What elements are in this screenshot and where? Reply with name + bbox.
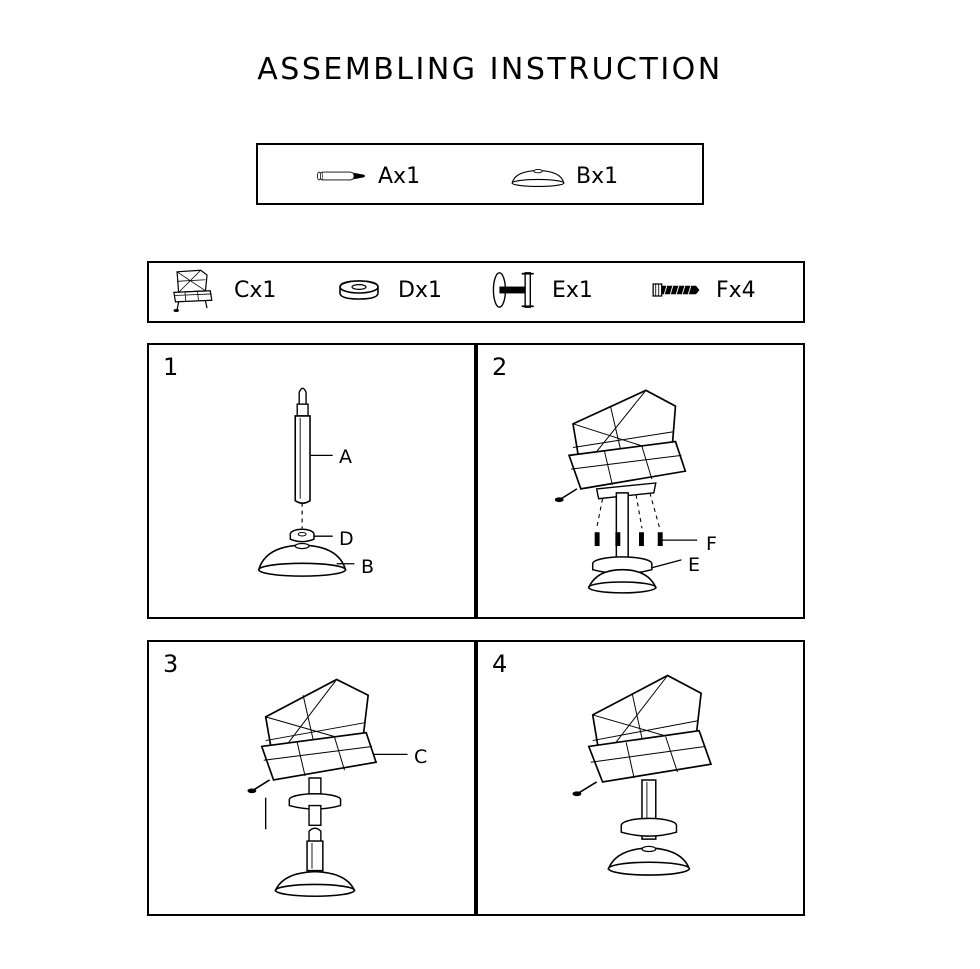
gas-cylinder-icon: [310, 153, 370, 199]
part-d-label: Dx1: [398, 277, 442, 303]
step-2-callout-e: E: [688, 554, 701, 576]
step-1-callout-d: D: [339, 528, 354, 550]
part-e-label: Ex1: [552, 277, 593, 303]
step-2: [476, 343, 805, 619]
screw-icon: [648, 267, 708, 313]
step-4-number: 4: [492, 650, 508, 678]
step-1-diagram: [149, 345, 474, 617]
part-a-label: Ax1: [378, 163, 421, 189]
step-3-diagram: [149, 642, 474, 914]
part-b: [508, 148, 618, 204]
ring-washer-icon: [330, 267, 390, 313]
part-d: [330, 262, 442, 318]
part-c: [166, 262, 276, 318]
step-3-number: 3: [163, 650, 179, 678]
step-1-number: 1: [163, 353, 179, 381]
step-2-diagram: [478, 345, 803, 617]
part-b-label: Bx1: [576, 163, 619, 189]
footrest-icon: [484, 267, 544, 313]
step-1: [147, 343, 476, 619]
part-e: [484, 262, 593, 318]
chair-seat-icon: [166, 267, 226, 313]
page-title: ASSEMBLING INSTRUCTION: [257, 52, 723, 87]
part-f-label: Fx4: [716, 277, 756, 303]
step-1-callout-a: A: [339, 446, 352, 468]
step-4-diagram: [478, 642, 803, 914]
part-c-label: Cx1: [234, 277, 277, 303]
step-3-callout-c: C: [414, 746, 428, 768]
step-2-callout-f: F: [706, 533, 717, 555]
step-2-number: 2: [492, 353, 508, 381]
part-f: [648, 262, 756, 318]
base-plate-icon: [508, 153, 568, 199]
part-a: [310, 148, 420, 204]
step-4: [476, 640, 805, 916]
step-1-callout-b: B: [361, 556, 375, 578]
step-3: [147, 640, 476, 916]
